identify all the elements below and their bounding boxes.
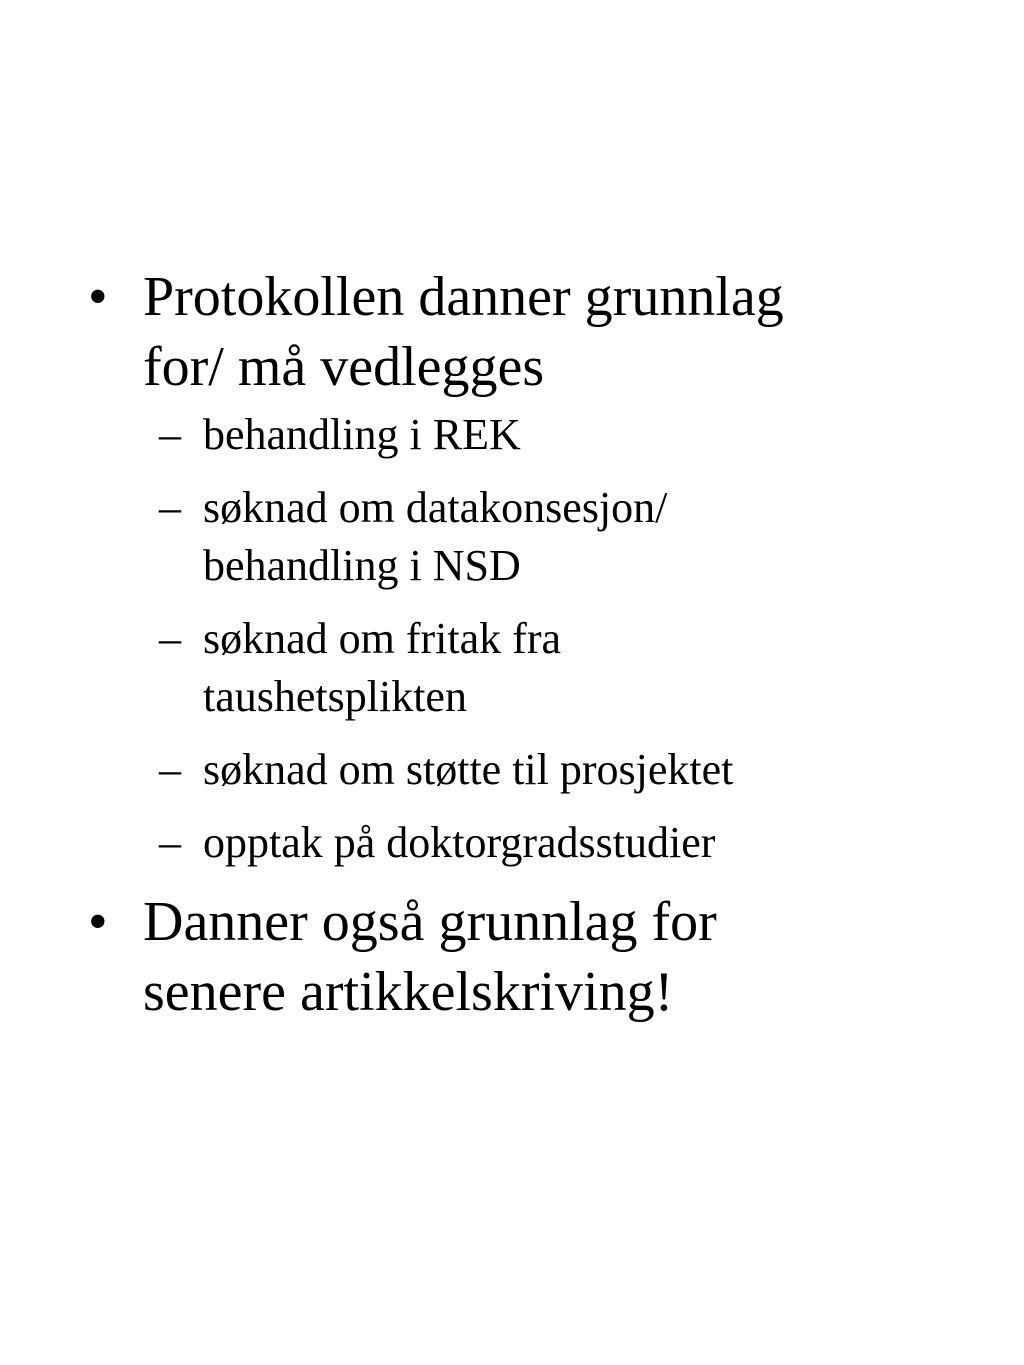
sub-item-rek: [143, 406, 988, 464]
dash-marker: –: [159, 410, 181, 459]
sub-item-datakonsesjon: [143, 479, 988, 595]
sub-item-text-line: opptak på doktorgradsstudier: [203, 818, 716, 867]
sub-item-text-line: søknad om støtte til prosjektet: [203, 745, 734, 794]
sub-item-text-line: behandling i NSD: [203, 541, 521, 590]
bullet-text-line: senere artikkelskriving!: [143, 961, 674, 1023]
bullet-text-line: Protokollen danner grunnlag: [143, 266, 784, 328]
sub-item-stotte: [143, 741, 988, 799]
sub-item-text-line: taushetsplikten: [203, 672, 467, 721]
dash-marker: –: [159, 483, 181, 532]
sub-item-text-line: behandling i REK: [203, 410, 521, 459]
bullet-marker: •: [88, 266, 108, 328]
bullet-item-protocol: [88, 262, 988, 402]
bullet-text-line: for/ må vedlegges: [143, 336, 545, 398]
bullet-list: [88, 262, 988, 1027]
sub-item-opptak: [143, 814, 988, 872]
sub-item-text-line: søknad om fritak fra: [203, 614, 561, 663]
sub-item-text-line: søknad om datakonsesjon/: [203, 483, 668, 532]
sub-item-fritak: [143, 610, 988, 726]
dash-marker: –: [159, 818, 181, 867]
bullet-marker: •: [88, 891, 108, 953]
dash-marker: –: [159, 745, 181, 794]
bullet-text-line: Danner også grunnlag for: [143, 891, 717, 953]
dash-marker: –: [159, 614, 181, 663]
bullet-item-artikkel: [88, 887, 988, 1027]
sub-bullet-list: [88, 406, 988, 872]
